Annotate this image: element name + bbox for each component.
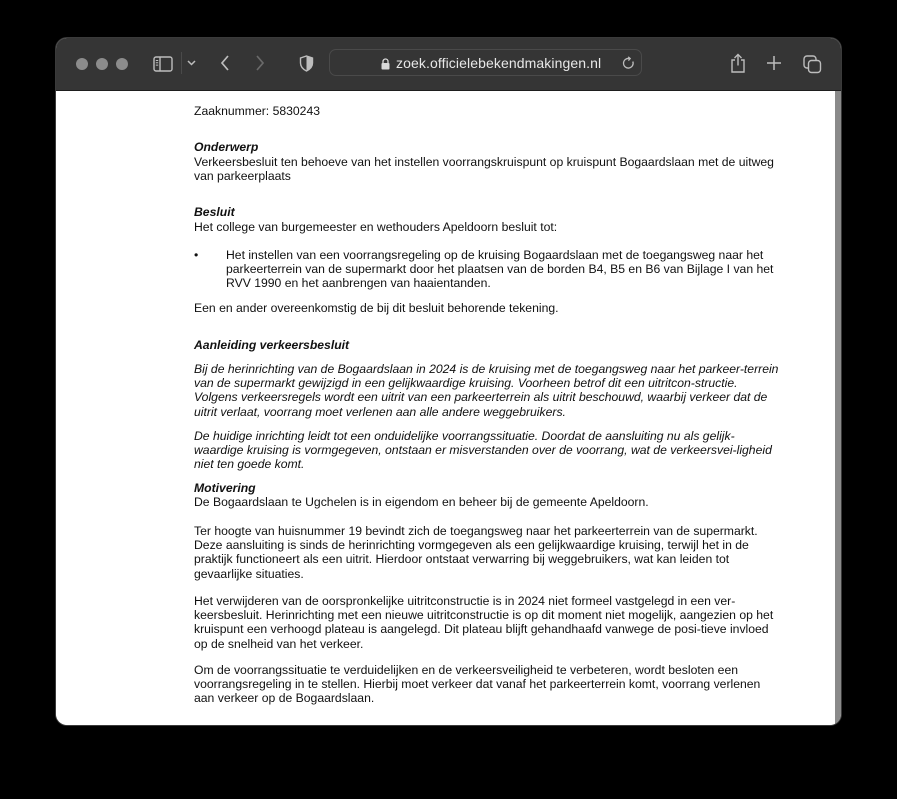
share-button[interactable] [729,52,747,74]
address-bar[interactable] [329,49,642,76]
back-button[interactable] [218,54,232,72]
vertical-scrollbar[interactable] [835,91,841,725]
aanleiding-paragraph-2: De huidige inrichting leidt tot een onduidelijke voorrangssituatie. Doordat de aansluiting nu als gelijk-waardige kruising is vormgegeven, ontstaan er misverstanden over de voorrang, wat de verkeersvei-ligheid niet ten goede komt. [194,429,772,472]
chevron-down-icon [187,60,196,66]
tab-overview-button[interactable] [802,54,822,74]
bullet-icon: • [194,248,199,262]
sidebar-toggle-button[interactable] [153,55,173,72]
aanleiding-paragraph-1: Bij de herinrichting van de Bogaardslaan in 2024 is de kruising met de toegangsweg naar het parkeer-terrein van de supermarkt gewijzigd in een gelijkwaardige kruising. Voorheen betrof dit een uitritcon-structie. Volgens verkeersregels wordt een uitrit van een parkeerterrein als uitrit beschouwd, waarbij verkeer dat de uitrit verlaat, voorrang moet verlenen aan alle andere weggebruikers. [194,362,779,419]
case-number: Zaaknummer: 5830243 [194,104,321,118]
heading-motivering: Motivering [194,481,256,495]
lock-icon [381,57,390,75]
page-content [56,91,835,725]
browser-toolbar [56,38,841,91]
share-icon [730,53,746,73]
onderwerp-text: Verkeersbesluit ten behoeve van het instellen voorrangskruispunt op kruispunt Bogaardslaan met de uitweg van parkeerplaats [194,155,774,184]
motivering-paragraph-4: Om de voorrangssituatie te verduidelijken en de verkeersveiligheid te verbeteren, wordt besloten een voorrangsregeling in te stellen. Hierbij moet verkeer dat vanaf het parkeerterrein komt, voorrang verlenen aan verkeer op de Bogaardslaan. [194,663,761,706]
reload-button[interactable] [622,56,635,75]
besluit-intro: Het college van burgemeester en wethouders Apeldoorn besluit tot: [194,220,558,234]
motivering-paragraph-2: Ter hoogte van huisnummer 19 bevindt zich de toegangsweg naar het parkeerterrein van de supermarkt. Deze aansluiting is sinds de herinrichting vormgegeven als een gelijkwaardige kruising, terwijl het in de praktijk functioneert als een uitrit. Hierdoor ontstaat verwarring bij weggebruikers, wat kan leiden tot gevaarlijke situaties. [194,524,758,581]
heading-onderwerp: Onderwerp [194,140,259,154]
toolbar-divider [181,52,182,74]
chevron-right-icon [255,55,265,71]
sidebar-menu-button[interactable] [185,58,197,68]
besluit-closing: Een en ander overeenkomstig de bij dit besluit behorende tekening. [194,301,559,315]
tabs-icon [803,55,822,74]
shield-icon [299,55,314,72]
close-window-button[interactable] [76,58,88,70]
heading-aanleiding: Aanleiding verkeersbesluit [194,338,350,352]
besluit-bullet-item [194,248,784,291]
motivering-paragraph-3: Het verwijderen van de oorspronkelijke uitritconstructie is in 2024 niet formeel vastgelegd in een ver-keersbesluit. Herinrichting met een nieuwe uitritconstructie is op dit moment niet mogelijk, aangezien op het kruispunt een verhoogd plateau is aangelegd. Dit plateau blijft gehandhaafd vanwege de posi-tieve invloed op de snelheid van het verkeer. [194,594,774,651]
motivering-paragraph-1: De Bogaardslaan te Ugchelen is in eigendom en beheer bij de gemeente Apeldoorn. [194,495,649,509]
privacy-report-button[interactable] [298,54,314,72]
browser-window [56,38,841,725]
minimize-window-button[interactable] [96,58,108,70]
forward-button[interactable] [253,54,267,72]
heading-besluit: Besluit [194,205,235,219]
plus-icon [766,55,782,71]
zoom-window-button[interactable] [116,58,128,70]
chevron-left-icon [220,55,230,71]
sidebar-icon [153,56,173,72]
reload-icon [622,56,635,70]
url-text: zoek.officielebekendmakingen.nl [396,55,602,71]
bullet-text: Het instellen van een voorrangsregeling op de kruising Bogaardslaan met de toegangsweg naar het parkeerterrein van de supermarkt door het plaatsen van de borden B4, B5 en B6 van Bijlage I van het RVV 1990 en het aanbrengen van haaientanden. [226,248,774,291]
new-tab-button[interactable] [765,54,783,72]
